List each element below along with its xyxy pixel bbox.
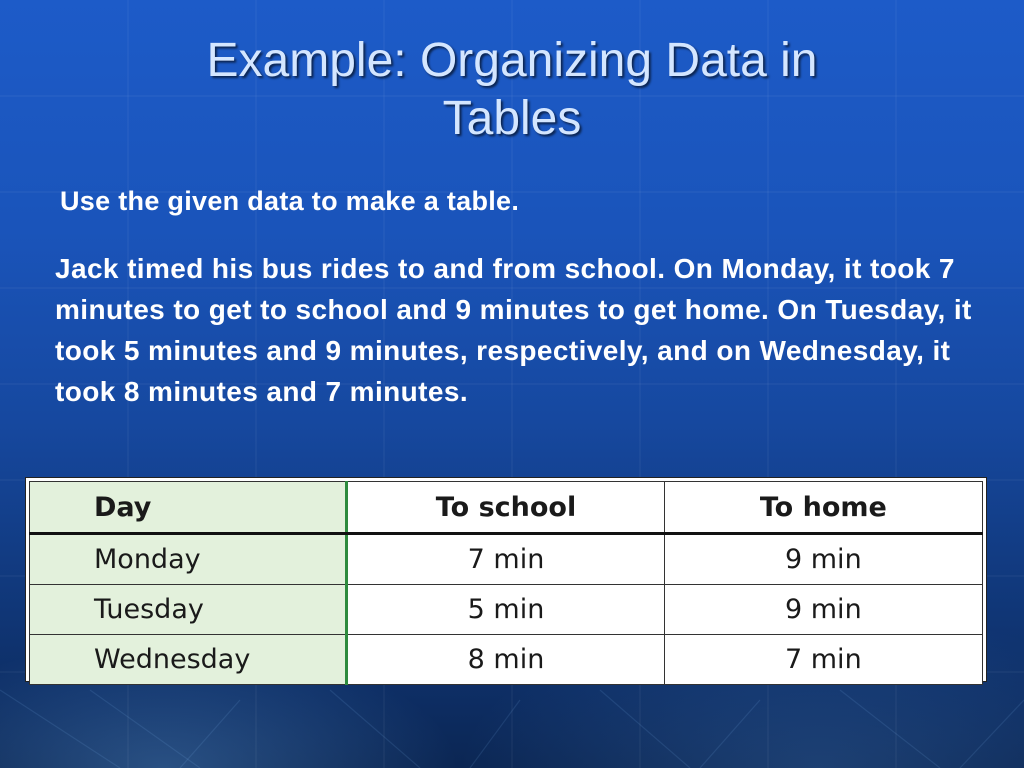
cell-to-home: 7 min — [664, 635, 982, 685]
table-row — [30, 585, 983, 635]
bus-ride-table — [29, 481, 983, 685]
header-to-school: To school — [347, 482, 664, 534]
table-row — [30, 534, 983, 585]
header-day: Day — [30, 482, 347, 534]
table-row — [30, 635, 983, 685]
slide-title-line-2: Tables — [442, 92, 582, 145]
slide-title — [0, 32, 1024, 148]
problem-paragraph: Jack timed his bus rides to and from school. On Monday, it took 7 minutes to get to school and 9 minutes to get home. On Tuesday, it took 5 minutes and 9 minutes, respectively, and on Wednesday, it took 8 minutes and 7 minutes. — [55, 253, 972, 407]
cell-day: Wednesday — [30, 635, 347, 685]
table-header-row — [30, 482, 983, 534]
data-table-frame — [25, 477, 987, 682]
cell-day: Monday — [30, 534, 347, 585]
header-to-home: To home — [664, 482, 982, 534]
cell-to-home: 9 min — [664, 585, 982, 635]
slide-title-line-1: Example: Organizing Data in — [206, 34, 818, 87]
cell-day: Tuesday — [30, 585, 347, 635]
cell-to-school: 8 min — [347, 635, 664, 685]
instruction-text: Use the given data to make a table. — [60, 186, 520, 216]
cell-to-home: 9 min — [664, 534, 982, 585]
cell-to-school: 5 min — [347, 585, 664, 635]
cell-to-school: 7 min — [347, 534, 664, 585]
